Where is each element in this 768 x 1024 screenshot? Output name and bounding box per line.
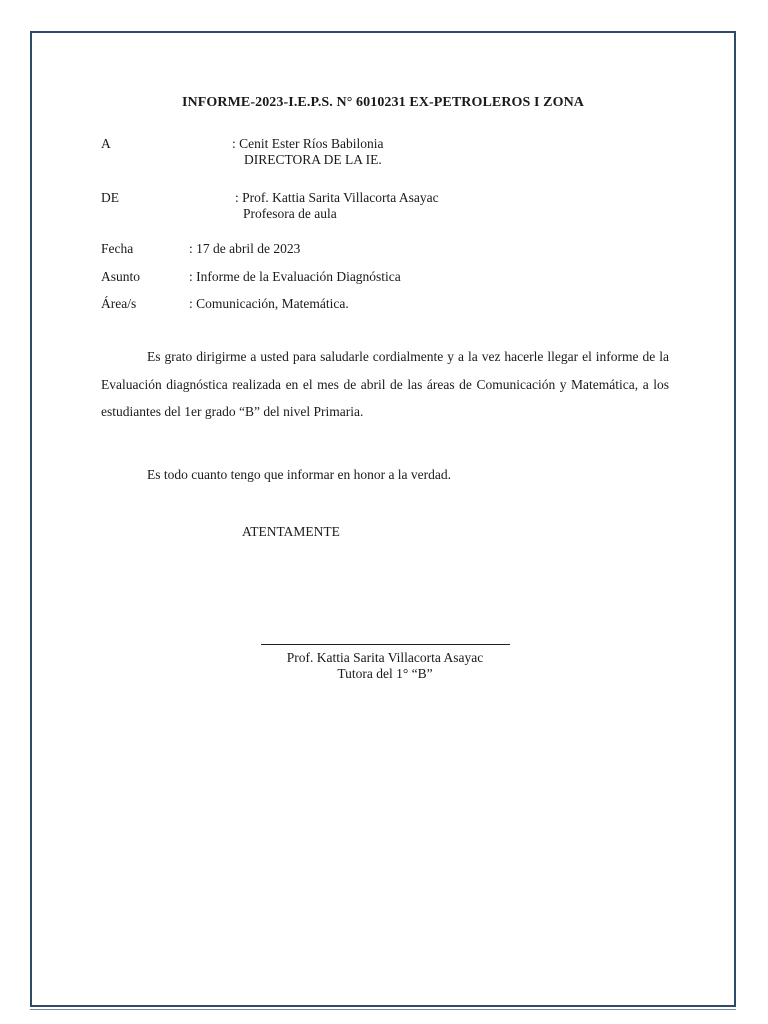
signature-line [261,644,510,645]
subject-value: : Informe de la Evaluación Diagnóstica [189,269,401,284]
areas-label: Área/s [101,296,137,311]
to-role: DIRECTORA DE LA IE. [244,152,382,167]
salutation: ATENTAMENTE [242,524,340,539]
subject-label: Asunto [101,269,141,284]
document-title: INFORME-2023-I.E.P.S. N° 6010231 EX-PETROLEROS I ZONA [181,95,585,110]
document-page [30,31,736,1007]
to-label: A [101,136,111,151]
closing-paragraph: Es todo cuanto tengo que informar en honor a la verdad. [147,467,452,482]
date-label: Fecha [101,241,134,256]
body-paragraph: Es grato dirigirme a usted para saludarle cordialmente y a la vez hacerle llegar el informe de la Evaluación diagnóstica realizada en el mes de abril de las áreas de Comunicación y Matemática, a los estudiantes del 1er grado “B” del nivel Primaria. [101,349,669,419]
to-name: : Cenit Ester Ríos Babilonia [232,136,384,151]
signature-title: Tutora del 1° “B” [337,666,433,681]
areas-value: : Comunicación, Matemática. [189,296,349,311]
from-name: : Prof. Kattia Sarita Villacorta Asayac [235,190,439,205]
date-value: : 17 de abril de 2023 [189,241,301,256]
signature-name: Prof. Kattia Sarita Villacorta Asayac [286,650,484,665]
from-role: Profesora de aula [243,206,337,221]
from-label: DE [101,190,119,205]
